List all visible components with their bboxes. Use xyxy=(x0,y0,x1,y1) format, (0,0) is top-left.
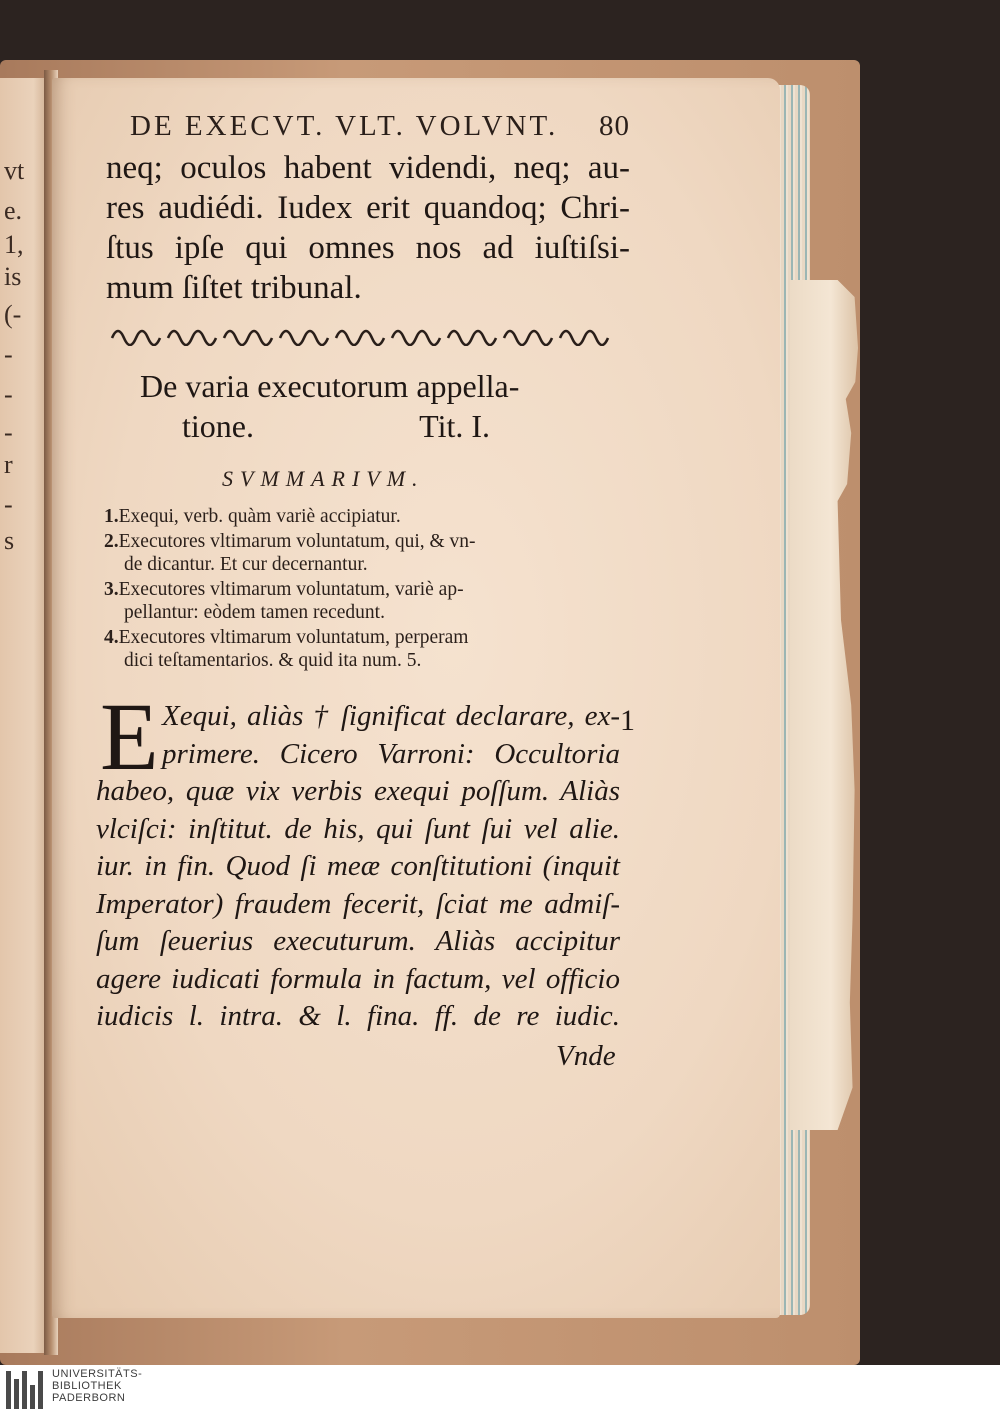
summary-item-text: Exequi, verb. quàm variè accipiatur. xyxy=(118,506,401,527)
left-page-edge xyxy=(0,78,48,1353)
left-page-fragment: is xyxy=(4,262,22,291)
text-line: ſum ſeuerius executurum. Aliàs accipitur xyxy=(96,925,620,957)
summary-item-continuation: dici teſtamentarios. & quid ita num. 5. xyxy=(124,650,422,671)
text-line: res audiédi. Iudex erit quandoq; Chri- xyxy=(106,190,630,226)
summary-item-number: 4. xyxy=(104,627,119,648)
summary-item-continuation: de dicantur. Et cur decernantur. xyxy=(124,554,368,575)
summary-item-number: 1. xyxy=(104,506,119,527)
summary-item xyxy=(104,530,624,576)
text-line: Xequi, aliàs † ſignificat declarare, ex- xyxy=(162,700,620,732)
left-page-fragment: - xyxy=(4,340,13,369)
text-line: iudicis l. intra. & l. fina. ff. de re iudic. xyxy=(96,1000,620,1032)
summary-item-number: 2. xyxy=(104,531,119,552)
summary-item-text: Executores vltimarum voluntatum, qui, & vn- xyxy=(118,531,476,552)
left-page-fragment: e. xyxy=(4,196,23,225)
text-line: neq; oculos habent videndi, neq; au- xyxy=(106,150,630,186)
library-name xyxy=(52,1368,142,1404)
summarium-heading: SVMMARIVM. xyxy=(222,466,425,491)
left-page-fragment: vt xyxy=(4,156,25,185)
running-head-title: DE EXECVT. VLT. VOLVNT. xyxy=(130,110,559,142)
ornament-divider xyxy=(108,318,620,348)
left-page-fragment: - xyxy=(4,380,13,409)
summary-item xyxy=(104,505,624,528)
catchword: Vnde xyxy=(556,1040,616,1072)
text-line: primere. Cicero Varroni: Occultoria xyxy=(162,737,620,770)
summary-item-number: 3. xyxy=(104,579,119,600)
top-paragraph xyxy=(106,148,630,308)
summary-item-text: Executores vltimarum voluntatum, perperam xyxy=(118,627,469,648)
text-line: mum ſiſtet tribunal. xyxy=(106,270,362,306)
text-line: vlciſci: inſtitut. de his, qui ſunt ſui vel alie. xyxy=(96,812,620,845)
margin-number: 1 xyxy=(620,704,635,737)
library-logo-icon xyxy=(6,1371,46,1409)
text-line: Imperator) fraudem fecerit, ſciat me admiſ- xyxy=(96,887,620,920)
summary-item-text: Executores vltimarum voluntatum, variè ap- xyxy=(118,579,464,600)
summary-item-continuation: pellantur: eòdem tamen recedunt. xyxy=(124,602,385,623)
text-line: iur. in fin. Quod ſi meæ conſtitutioni (inquit xyxy=(96,850,620,882)
left-page-fragment: - xyxy=(4,418,13,447)
footer-bar xyxy=(0,1365,1000,1415)
left-page-fragment: s xyxy=(4,526,15,555)
library-name-line: BIBLIOTHEK xyxy=(52,1380,122,1392)
drop-cap: E xyxy=(100,683,159,790)
title-number: Tit. I. xyxy=(419,408,490,444)
left-page-fragment: 1, xyxy=(4,230,24,259)
main-text xyxy=(96,683,620,1036)
summary-item xyxy=(104,578,624,624)
left-page-fragment: - xyxy=(4,490,13,519)
section-title xyxy=(140,366,620,446)
section-title-line2: tione. xyxy=(182,408,254,444)
library-name-line: PADERBORN xyxy=(52,1392,126,1404)
ornament-band xyxy=(108,318,620,346)
section-title-line1: De varia executorum appella- xyxy=(140,368,520,404)
page-number: 80 xyxy=(599,110,630,142)
text-line: ſtus ipſe qui omnes nos ad iuſtiſsi- xyxy=(106,230,630,266)
library-name-line: UNIVERSITÄTS- xyxy=(52,1368,143,1380)
summary-item xyxy=(104,626,624,672)
summary-list xyxy=(104,505,624,674)
text-line: agere iudicati formula in factum, vel officio xyxy=(96,962,620,995)
left-page-fragment: r xyxy=(4,450,13,479)
left-page-fragment: (- xyxy=(4,300,22,329)
running-head xyxy=(130,110,630,150)
text-line: habeo, quæ vix verbis exequi poſſum. Aliàs xyxy=(96,775,620,807)
